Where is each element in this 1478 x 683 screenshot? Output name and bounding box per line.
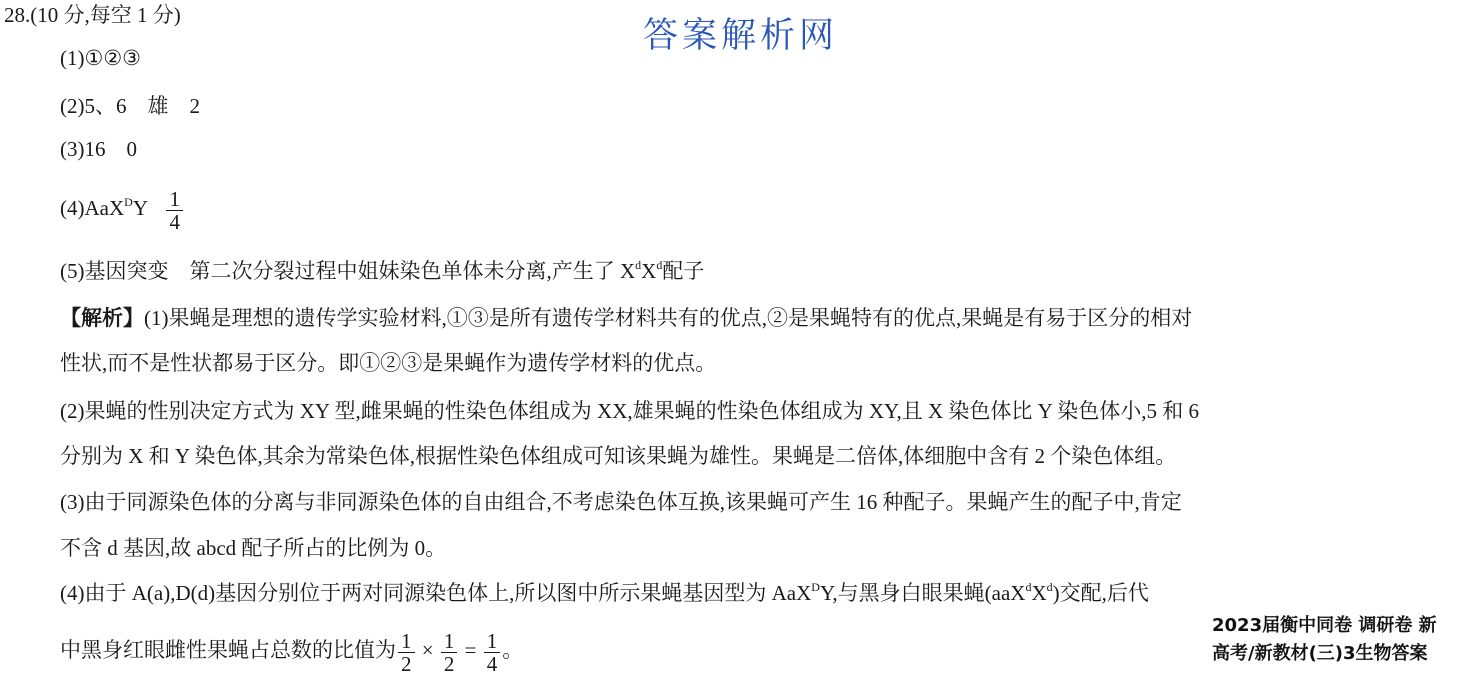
answer-5: (5)基因突变 第二次分裂过程中姐妹染色单体未分离,产生了 $X^dX^d$配子	[60, 258, 705, 283]
watermark-line-1: 2023届衡中同卷 调研卷 新	[1212, 615, 1437, 636]
question-header	[4, 2, 181, 28]
answer-2: (2)5、6 雄 2	[60, 94, 200, 118]
answer-4: (4)AaX$^D$Y $\frac{1}{4}$	[60, 183, 185, 233]
analysis-p3-line1: (3)由于同源染色体的分离与非同源染色体的自由组合,不考虑染色体互换,该果蝇可产生 16 种配子。果蝇产生的配子中,肯定	[60, 490, 1182, 514]
analysis-p1-line2: 性状,而不是性状都易于区分。即①②③是果蝇作为遗传学材料的优点。	[60, 351, 717, 375]
question-number: 28.	[4, 3, 31, 27]
watermark	[1212, 612, 1472, 668]
fraction-2: $\frac{1}{2}$	[441, 630, 458, 675]
analysis-p3-line2: 不含 d 基因,故 abcd 配子所占的比例为 0。	[60, 536, 447, 560]
analysis-p4-line2: 中黑身红眼雌性果蝇占总数的比值为 $\frac{1}{2}$ × $\frac{1}{2}$ = $\frac{1}{4}$ 。	[60, 628, 524, 676]
answer-1: (1)①②③	[60, 46, 141, 70]
watermark-line-2: 高考/新教材(三)3生物答案	[1212, 643, 1428, 664]
fraction-3: $\frac{1}{4}$	[484, 630, 501, 675]
fraction-1: $\frac{1}{2}$	[398, 630, 415, 675]
analysis-p2-line1: (2)果蝇的性别决定方式为 XY 型,雌果蝇的性染色体组成为 XX,雄果蝇的性染色体组成为 XY,且 X 染色体比 Y 染色体小,5 和 6	[60, 399, 1200, 423]
analysis-p2-line2: 分别为 X 和 Y 染色体,其余为常染色体,根据性染色体组成可知该果蝇为雄性。果蝇是二倍体,体细胞中含有 2 个染色体组。	[60, 444, 1177, 468]
site-brand-title: 答案解析网	[643, 16, 839, 56]
analysis-p4-line1: (4)由于 A(a),D(d)基因分别位于两对同源染色体上,所以图中所示果蝇基因型为 AaX$^D$Y,与黑身白眼果蝇$(aaX^dX^d)$交配,后代	[60, 580, 1149, 605]
answer-3: (3)16 0	[60, 137, 137, 161]
analysis-label: 【解析】	[60, 306, 144, 330]
analysis-p1-line1: 【解析】(1)果蝇是理想的遗传学实验材料,①③是所有遗传学材料共有的优点,②是果蝇特有的优点,果蝇是有易于区分的相对	[60, 306, 1193, 330]
answer-4-fraction: $\frac{1}{4}$	[166, 188, 183, 233]
question-points: (10 分,每空 1 分)	[30, 3, 181, 27]
